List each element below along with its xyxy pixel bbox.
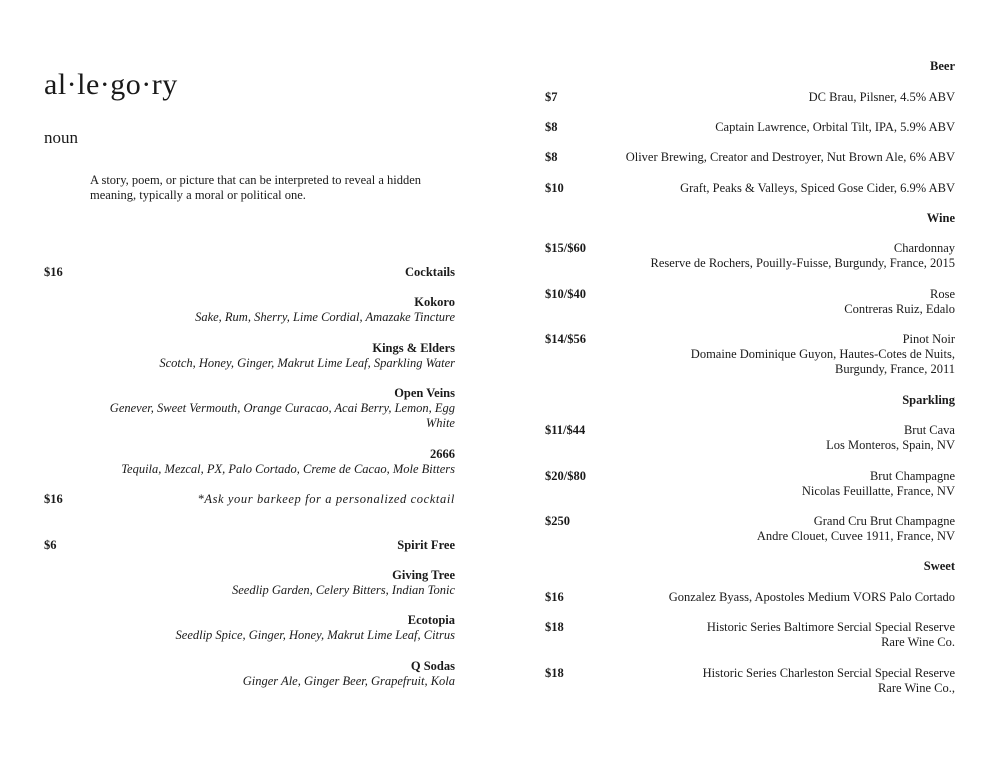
cocktail-desc: Scotch, Honey, Ginger, Makrut Lime Leaf, Sparkling Water <box>159 356 455 370</box>
sparkling-price: $20/$80 <box>545 469 586 483</box>
cocktail-desc: Genever, Sweet Vermouth, Orange Curacao, Acai Berry, Lemon, Egg White <box>109 401 455 430</box>
sweet-item: Historic Series Baltimore Sercial Special Reserve <box>706 620 955 634</box>
wine-price: $15/$60 <box>545 241 586 255</box>
beer-price: $7 <box>545 90 558 104</box>
sweet-item-detail: Rare Wine Co. <box>881 635 955 649</box>
wine-item-detail: Reserve de Rochers, Pouilly-Fuisse, Burgundy, France, 2015 <box>650 256 955 270</box>
wine-heading: Wine <box>926 211 955 225</box>
beer-price: $8 <box>545 150 558 164</box>
sweet-price: $16 <box>545 590 564 604</box>
sparkling-item-detail: Andre Clouet, Cuvee 1911, France, NV <box>756 529 955 543</box>
spirit-free-name: Q Sodas <box>410 659 455 673</box>
sweet-item-detail: Rare Wine Co., <box>877 681 955 695</box>
spirit-free-desc: Seedlip Spice, Ginger, Honey, Makrut Lime Leaf, Citrus <box>175 628 455 642</box>
beer-heading: Beer <box>930 59 955 73</box>
custom-cocktail-note: *Ask your barkeep for a personalized cocktail <box>197 492 455 506</box>
sparkling-price: $250 <box>545 514 570 528</box>
spirit-free-name: Ecotopia <box>407 613 455 627</box>
beer-item: Graft, Peaks & Valleys, Spiced Gose Cider, 6.9% ABV <box>680 181 955 195</box>
cocktail-desc: Tequila, Mezcal, PX, Palo Cortado, Creme de Cacao, Mole Bitters <box>121 462 455 476</box>
beer-item: Oliver Brewing, Creator and Destroyer, Nut Brown Ale, 6% ABV <box>625 150 955 164</box>
sparkling-item: Brut Cava <box>903 423 955 437</box>
sparkling-item: Brut Champagne <box>869 469 955 483</box>
sparkling-item-detail: Los Monteros, Spain, NV <box>826 438 955 452</box>
part-of-speech: noun <box>44 128 78 147</box>
sweet-heading: Sweet <box>923 559 955 573</box>
cocktails-price: $16 <box>44 265 63 279</box>
sweet-item: Historic Series Charleston Sercial Special Reserve <box>702 666 955 680</box>
wine-price: $14/$56 <box>545 332 586 346</box>
cocktail-name: Kings & Elders <box>372 341 455 355</box>
beer-price: $10 <box>545 181 564 195</box>
cocktail-desc: Sake, Rum, Sherry, Lime Cordial, Amazake Tincture <box>195 310 455 324</box>
cocktail-name: Kokoro <box>414 295 455 309</box>
definition-text: A story, poem, or picture that can be interpreted to reveal a hidden meaning, typically a moral or political one. <box>90 173 422 202</box>
sparkling-price: $11/$44 <box>545 423 586 437</box>
right-column <box>545 0 955 773</box>
sweet-item: Gonzalez Byass, Apostoles Medium VORS Palo Cortado <box>668 590 955 604</box>
sparkling-item-detail: Nicolas Feuillatte, France, NV <box>801 484 955 498</box>
cocktails-heading: Cocktails <box>405 265 455 279</box>
wine-item-detail: Contreras Ruiz, Edalo <box>844 302 955 316</box>
wine-item-detail: Domaine Dominique Guyon, Hautes-Cotes de Nuits, <box>690 347 955 361</box>
wine-item-detail: Burgundy, France, 2011 <box>834 362 955 376</box>
beer-price: $8 <box>545 120 558 134</box>
spirit-free-name: Giving Tree <box>392 568 455 582</box>
spirit-free-desc: Seedlip Garden, Celery Bitters, Indian Tonic <box>231 583 455 597</box>
left-column <box>44 0 455 773</box>
spirit-free-heading: Spirit Free <box>397 538 455 552</box>
spirit-free-desc: Ginger Ale, Ginger Beer, Grapefruit, Kola <box>242 674 455 688</box>
wine-price: $10/$40 <box>545 287 586 301</box>
cocktail-name: Open Veins <box>394 386 455 400</box>
custom-cocktail-price: $16 <box>44 492 63 506</box>
sweet-price: $18 <box>545 620 564 634</box>
wine-item: Rose <box>930 287 955 301</box>
wine-item: Pinot Noir <box>902 332 955 346</box>
beer-item: DC Brau, Pilsner, 4.5% ABV <box>808 90 955 104</box>
sparkling-item: Grand Cru Brut Champagne <box>813 514 955 528</box>
spirit-free-price: $6 <box>44 538 57 552</box>
beer-item: Captain Lawrence, Orbital Tilt, IPA, 5.9% ABV <box>715 120 955 134</box>
menu-title: al·le·go·ry <box>44 68 178 101</box>
sparkling-heading: Sparkling <box>902 393 955 407</box>
cocktail-name: 2666 <box>430 447 455 461</box>
sweet-price: $18 <box>545 666 564 680</box>
wine-item: Chardonnay <box>893 241 955 255</box>
